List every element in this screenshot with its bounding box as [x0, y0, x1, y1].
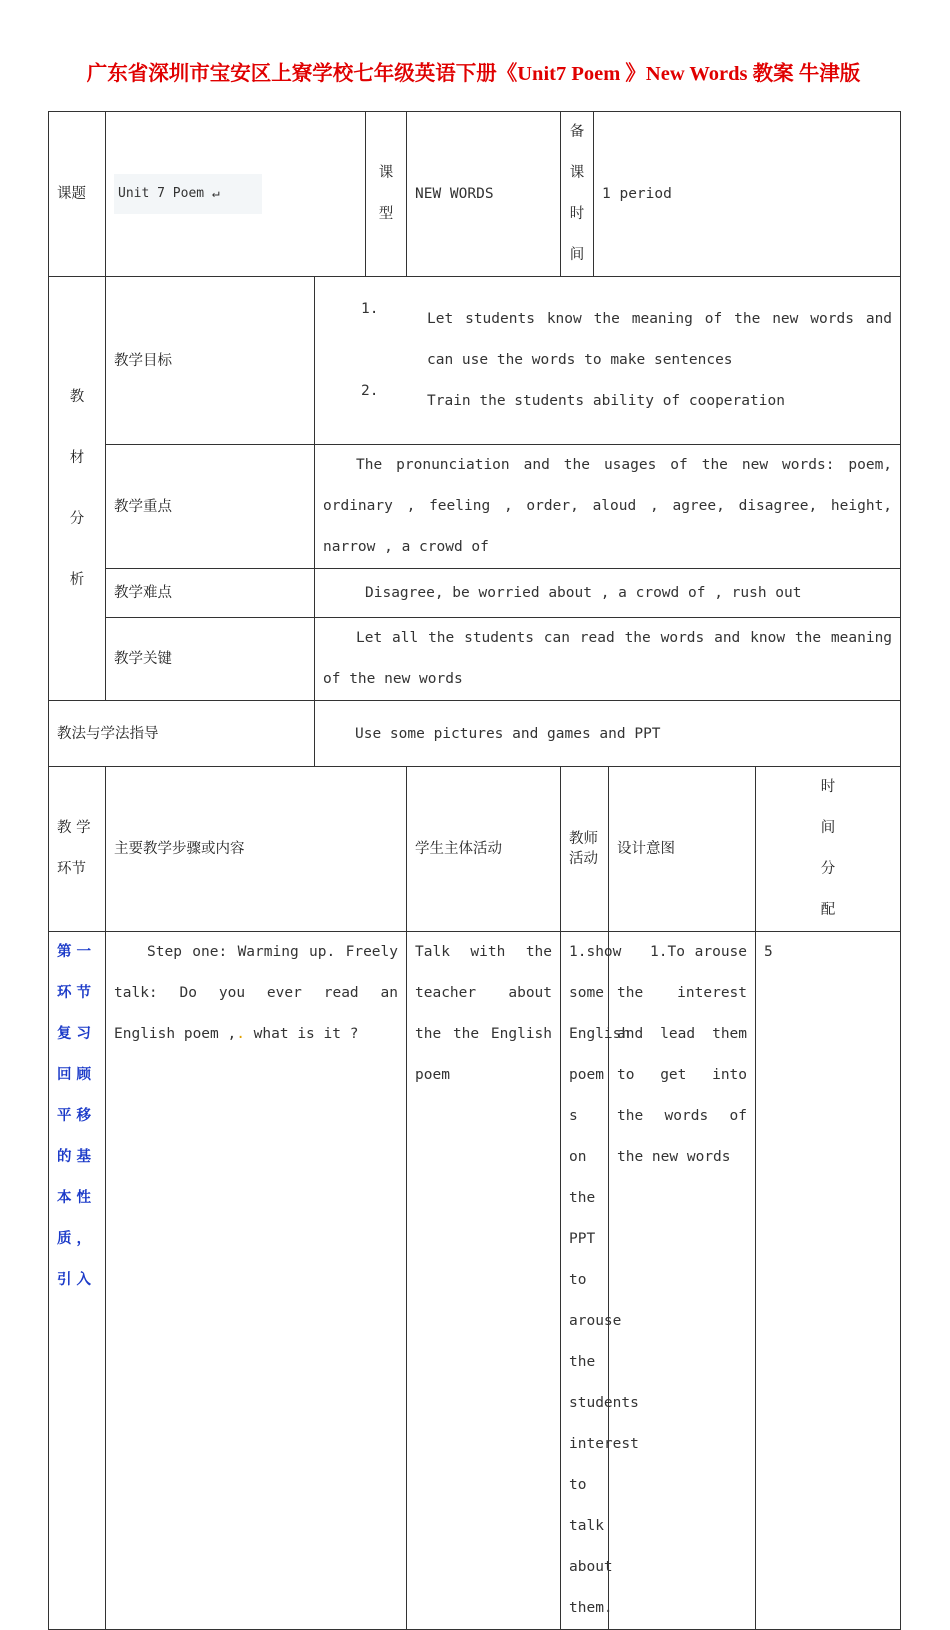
key-label: 教学关键	[106, 618, 315, 701]
stage-one-label: 第 一 环 节 复 习 回 顾 平 移 的 基 本 性 质 ， 引 入	[49, 932, 106, 1630]
stage-one-time: 5	[756, 932, 901, 1630]
difficulties-text: Disagree, be worried about , a crowd of , rush out	[315, 569, 901, 618]
col-student: 学生主体活动	[407, 767, 561, 932]
key-text: Let all the students can read the words and know the meaning of the new words	[315, 618, 901, 701]
difficulties-label: 教学难点	[106, 569, 315, 618]
objectives-label: 教学目标	[106, 277, 315, 445]
methods-value: Use some pictures and games and PPT	[315, 701, 901, 767]
column-header-row	[49, 767, 901, 932]
type-value: NEW WORDS	[407, 112, 561, 277]
col-design: 设计意图	[609, 767, 756, 932]
lesson-plan-table	[48, 111, 901, 1630]
stage-one-teacher: 1.show some English poem s on the PPT to arouse the students interest to talk about them.	[561, 932, 609, 1630]
key-points-row	[49, 445, 901, 569]
document-title: 广东省深圳市宝安区上寮学校七年级英语下册《Unit7 Poem 》New Words 教案 牛津版	[86, 63, 861, 85]
objectives-list	[315, 277, 901, 445]
objectives-row	[49, 277, 901, 445]
methods-row	[49, 701, 901, 767]
col-teacher: 教师活动	[561, 767, 609, 932]
topic-label: 课题	[49, 112, 106, 277]
type-label: 课 型	[366, 112, 407, 277]
col-steps: 主要教学步骤或内容	[106, 767, 407, 932]
key-row	[49, 618, 901, 701]
topic-value: Unit 7 Poem ↵	[114, 174, 262, 214]
col-time: 时 间 分 配	[756, 767, 901, 932]
key-points-label: 教学重点	[106, 445, 315, 569]
difficulties-row	[49, 569, 901, 618]
time-value: 1 period	[594, 112, 901, 277]
col-stage: 教 学 环节	[49, 767, 106, 932]
stage-one-design: 1.To arouse the interest and lead them to get into the words of the new words	[609, 932, 756, 1630]
time-label: 备 课 时 间	[561, 112, 594, 277]
methods-label: 教法与学法指导	[49, 701, 315, 767]
stage-one-student: Talk with the teacher about the the English poem	[407, 932, 561, 1630]
topic-value-cell	[106, 112, 366, 277]
header-row	[49, 112, 901, 277]
objective-item: 2. Train the students ability of cooperation	[361, 383, 785, 409]
objective-item: 1. Let students know the meaning of the new words and can use the words to make sentences	[361, 301, 893, 368]
stage-one-row	[49, 932, 901, 1630]
key-points-text: The pronunciation and the usages of the new words: poem, ordinary , feeling , order, aloud , agree, disagree, height, narrow , a crowd of	[315, 445, 901, 569]
stage-one-steps: Step one: Warming up. Freely talk: Do you ever read an English poem ,. what is it ?	[106, 932, 407, 1630]
analysis-label: 教 材 分 析	[49, 277, 106, 701]
